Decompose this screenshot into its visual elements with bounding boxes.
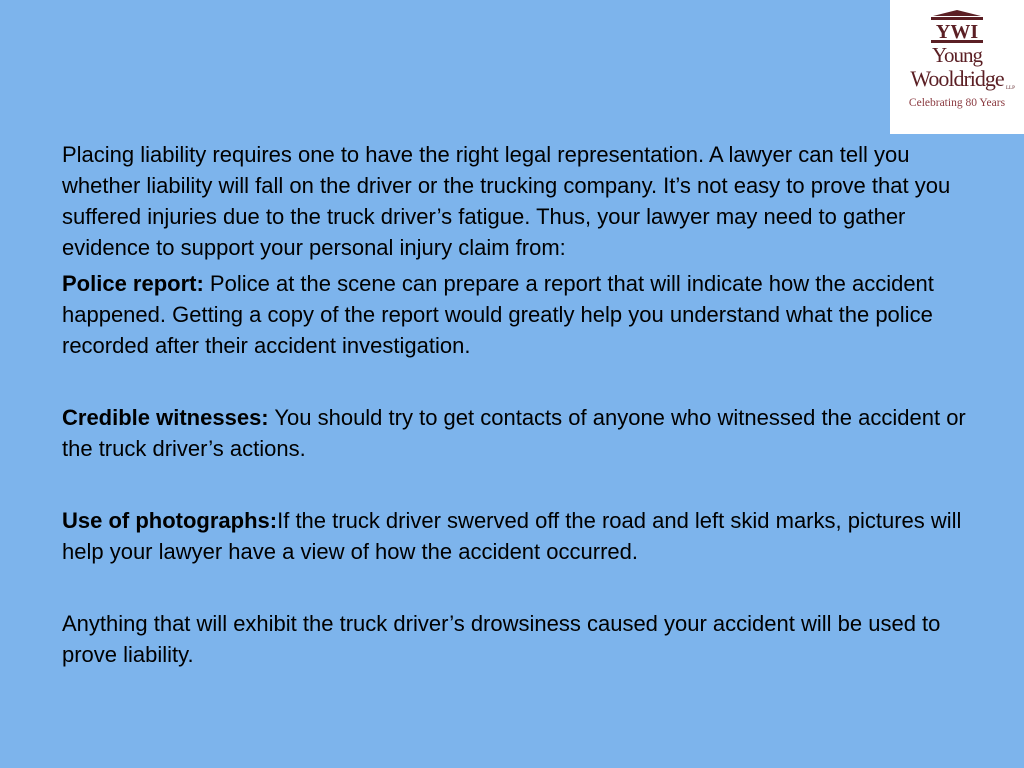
evidence-item-label: Police report: [62, 271, 204, 296]
logo-tagline: Celebrating 80 Years [908, 97, 1006, 109]
evidence-item-use-of-photographs [62, 505, 982, 567]
logo-suffix: LLP [1006, 86, 1015, 91]
logo-name-line1: Young [931, 43, 983, 67]
evidence-item-police-report [62, 268, 982, 361]
evidence-item-text: Police at the scene can prepare a report that will indicate how the accident happened. Getting a copy of the report would greatly help you understand what the police recorded after their accident investigation. [62, 271, 934, 358]
evidence-item-text: You should try to get contacts of anyone who witnessed the accident or the truck driver’s actions. [62, 405, 966, 461]
closing-paragraph: Anything that will exhibit the truck driver’s drowsiness caused your accident will be used to prove liability. [62, 611, 941, 667]
evidence-item-credible-witnesses [62, 402, 982, 464]
intro-paragraph: Placing liability requires one to have the right legal representation. A lawyer can tell you whether liability will fall on the driver or the trucking company. It’s not easy to prove that you suffered injuries due to the truck driver’s fatigue. Thus, your lawyer may need to gather evidence to support your personal injury claim from: [62, 142, 951, 260]
building-pillars-icon [927, 10, 987, 44]
evidence-item-label: Use of photographs: [62, 508, 278, 533]
logo-monogram: YWI [935, 21, 979, 43]
logo-name-line2: Wooldridge [910, 66, 1004, 91]
slide-body [62, 139, 982, 670]
company-logo [890, 0, 1024, 134]
evidence-item-label: Credible witnesses: [62, 405, 269, 430]
evidence-item-text: If the truck driver swerved off the road and left skid marks, pictures will help your lawyer have a view of how the accident occurred. [62, 508, 962, 564]
